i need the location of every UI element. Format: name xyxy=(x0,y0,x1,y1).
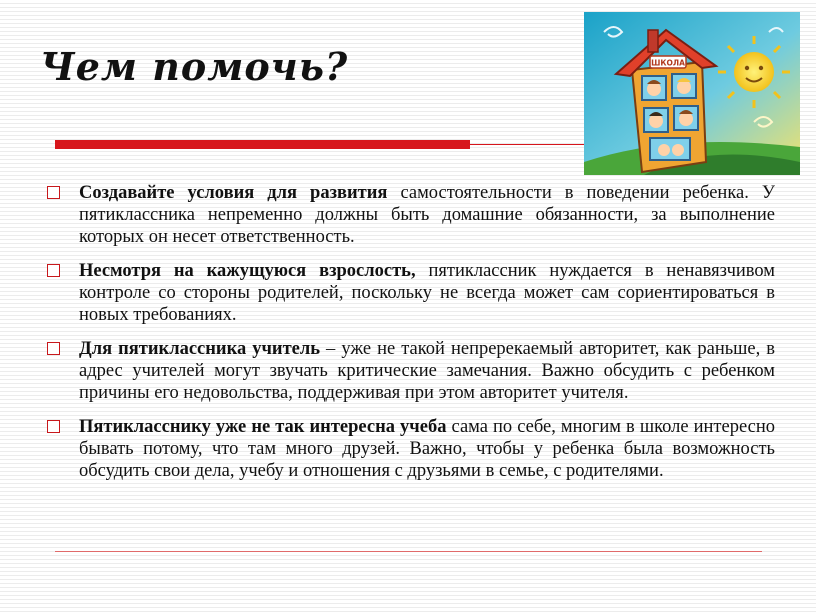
item-lead: Пятикласснику уже не так интересна учеба xyxy=(79,417,447,437)
bullet-list xyxy=(45,182,775,494)
list-item xyxy=(45,416,775,482)
square-bullet-icon xyxy=(47,186,60,199)
item-text: – уже не такой непререкаемый авторитет, как раньше, в адрес учителей могут звучать критические замечания. Важно обсудить с ребенком причины его недовольства, поддерживая при этом авторитет учителя. xyxy=(79,339,775,403)
item-text: самостоятельности в поведении ребенка. У пятиклассника непременно должны быть домашние обязанности, за выполнение которых он несет ответственность. xyxy=(79,183,775,247)
list-item xyxy=(45,182,775,248)
item-lead: Для пятиклассника учитель xyxy=(79,339,321,359)
item-text: сама по себе, многим в школе интересно бывать потому, что там много друзей. Важно, чтобы у ребенка была возможность обсудить свои дела, учебу и отношения с друзьями в семье, с родителями. xyxy=(79,417,775,481)
list-item xyxy=(45,260,775,326)
item-lead: Несмотря на кажущуюся взрослость, xyxy=(79,261,416,281)
square-bullet-icon xyxy=(47,420,60,433)
item-lead: Создавайте условия для развития xyxy=(79,183,388,203)
list-item xyxy=(45,338,775,404)
footer-divider xyxy=(55,551,762,552)
slide-title: Чем помочь? xyxy=(40,44,349,89)
item-text: пятиклассник нуждается в ненавязчивом контроле со стороны родителей, поскольку не всегда может сам сориентироваться в новых требованиях. xyxy=(79,261,776,325)
square-bullet-icon xyxy=(47,342,60,355)
school-house-illustration xyxy=(584,12,800,175)
title-underline-bar xyxy=(55,140,470,149)
house-sign-label: ШКОЛА xyxy=(651,58,685,68)
title-underline-thin xyxy=(470,144,590,145)
square-bullet-icon xyxy=(47,264,60,277)
